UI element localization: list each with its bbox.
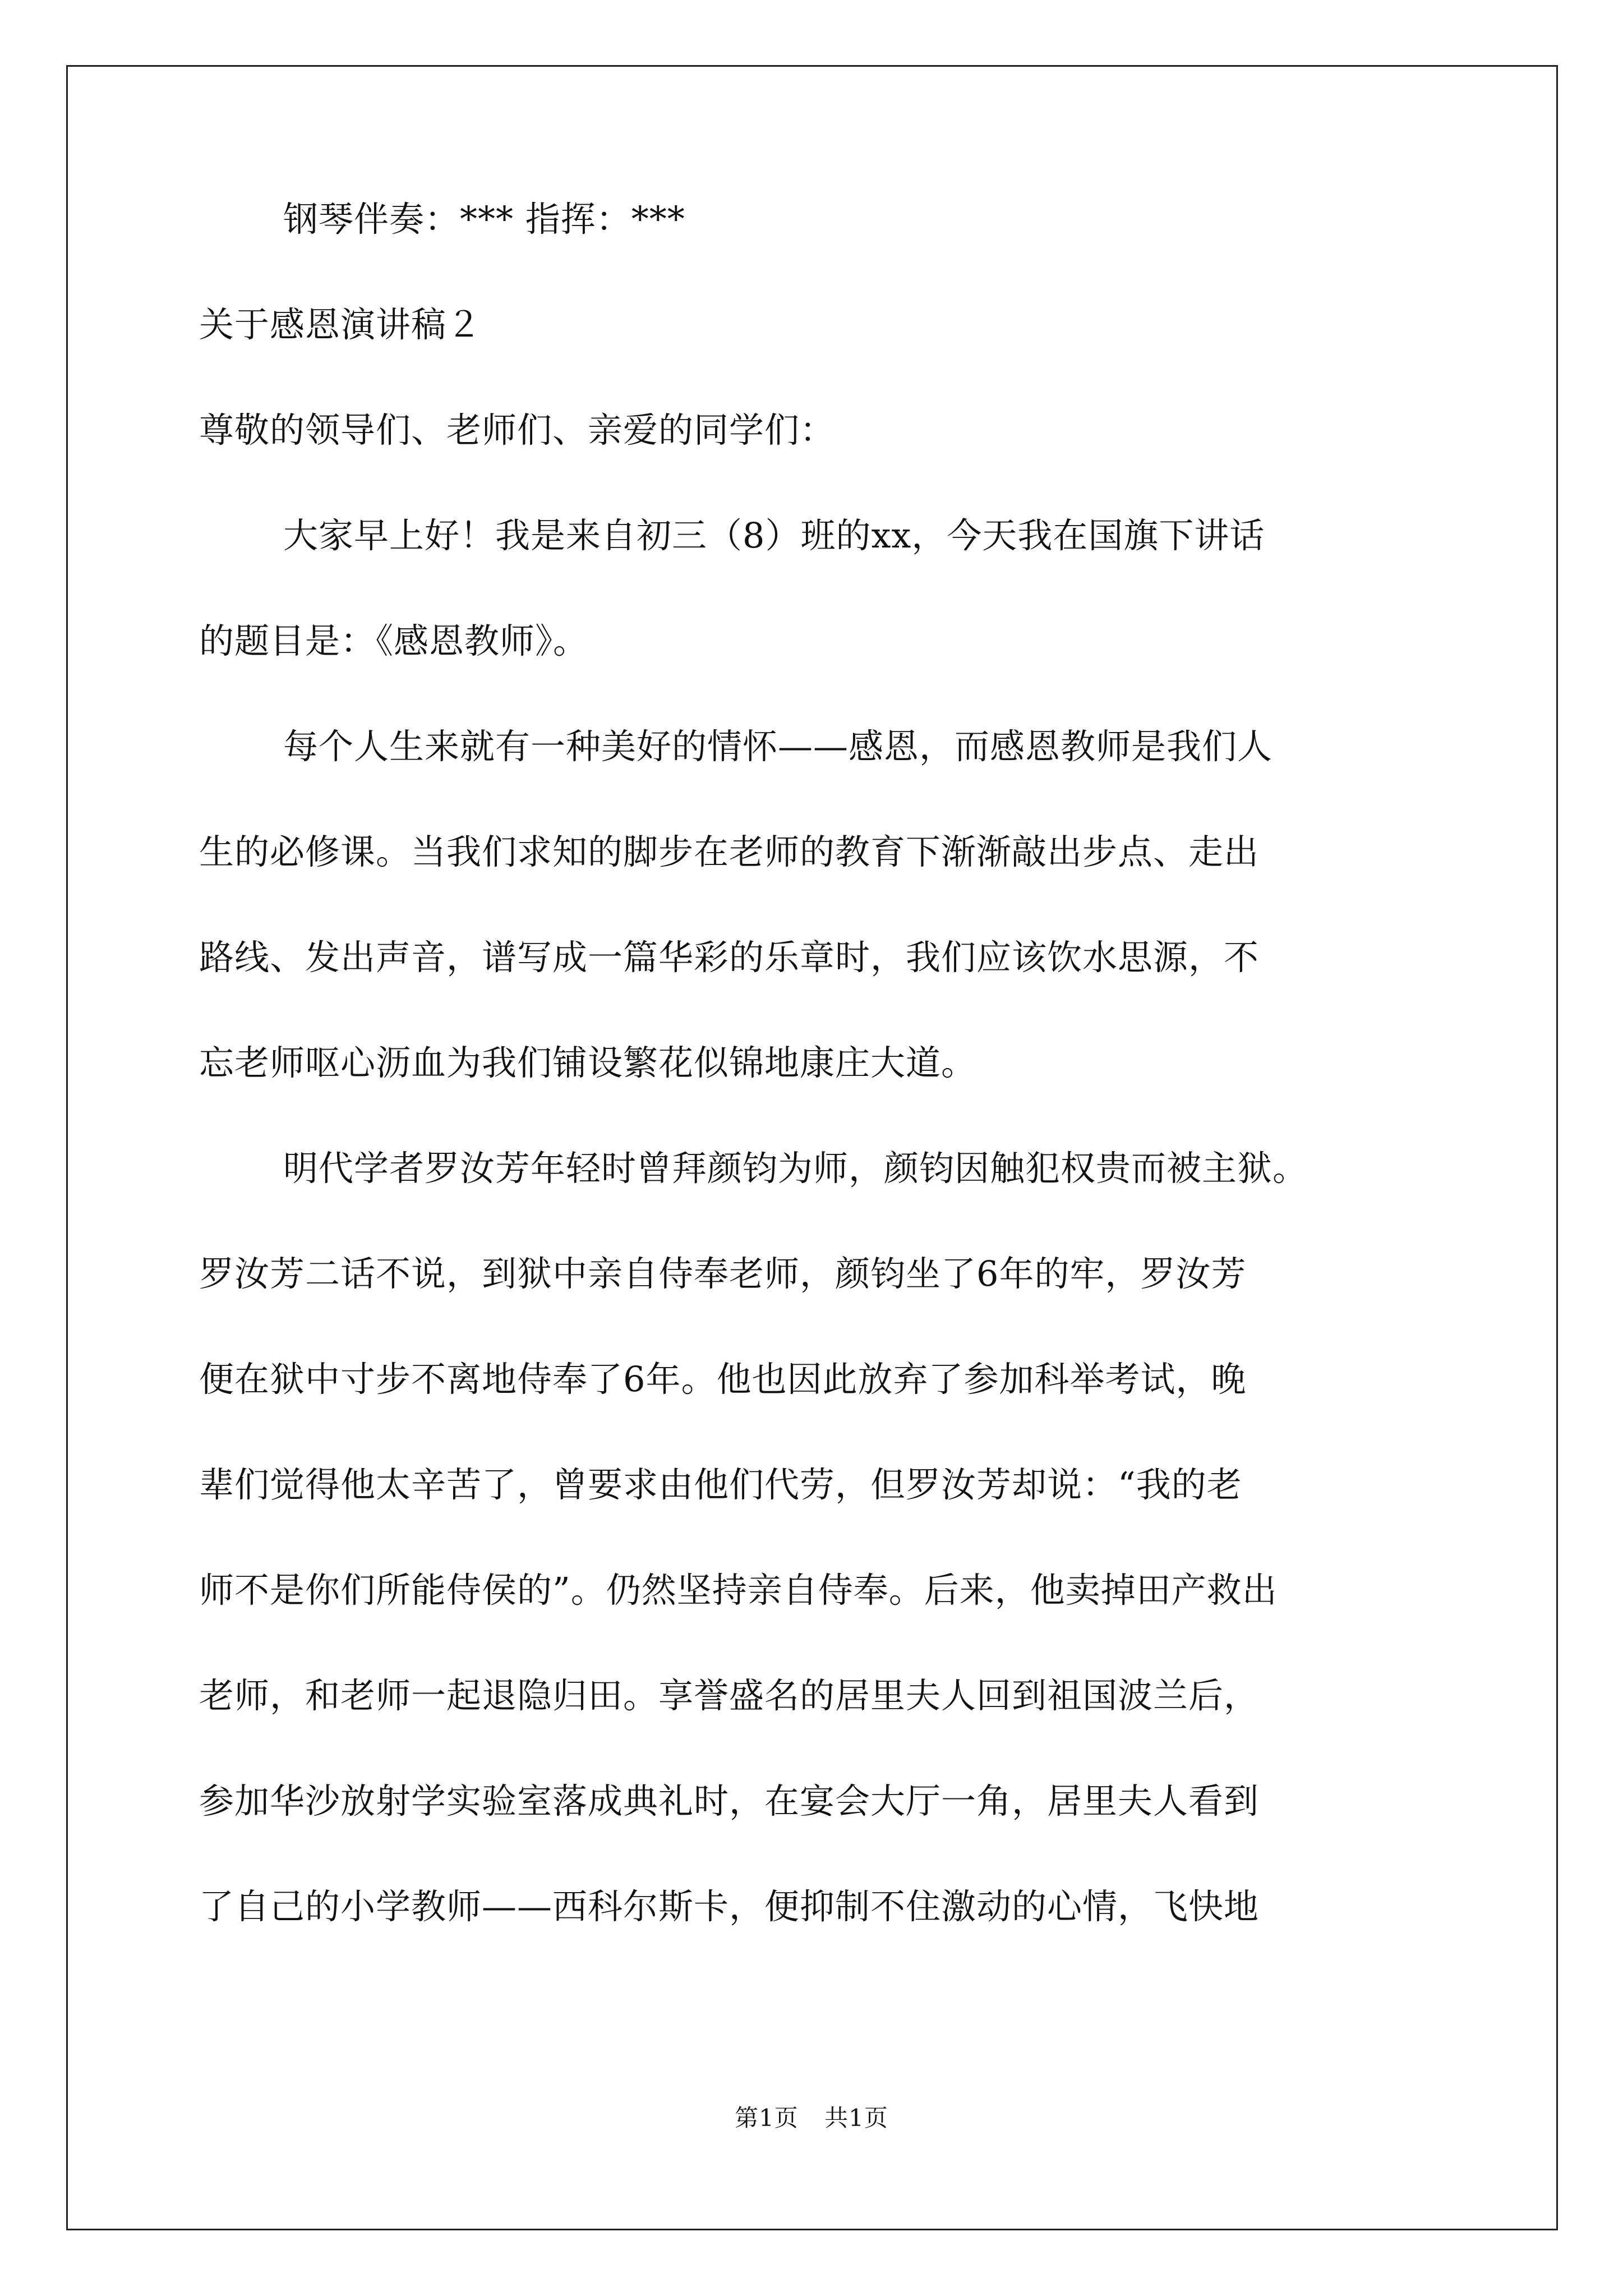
page-number: 第1页 — [735, 2104, 799, 2132]
text-line: 参加华沙放射学实验室落成典礼时，在宴会大厅一角，居里夫人看到 — [199, 1780, 1260, 1821]
page-footer — [0, 2106, 1623, 2130]
text-line: 每个人生来就有一种美好的情怀——感恩，而感恩教师是我们人 — [283, 726, 1273, 767]
text-line: 生的必修课。当我们求知的脚步在老师的教育下渐渐敲出步点、走出 — [199, 831, 1260, 872]
text-line: 辈们觉得他太辛苦了，曾要求由他们代劳，但罗汝芳却说：“我的老 — [199, 1464, 1242, 1505]
text-line: 师不是你们所能侍侯的”。仍然坚持亲自侍奉。后来，他卖掉田产救出 — [199, 1570, 1278, 1611]
text-line: 明代学者罗汝芳年轻时曾拜颜钧为师，颜钧因触犯权贵而被主狱。 — [283, 1148, 1308, 1189]
text-line: 的题目是：《感恩教师》。 — [199, 620, 589, 661]
page-total: 共1页 — [824, 2104, 888, 2132]
text-line: 忘老师呕心沥血为我们铺设繁花似锦地康庄大道。 — [199, 1042, 977, 1083]
salutation: 尊敬的领导们、老师们、亲爱的同学们： — [199, 409, 836, 450]
text-line: 老师，和老师一起退隐归田。享誉盛名的居里夫人回到祖国波兰后， — [199, 1675, 1260, 1716]
text-line: 大家早上好！我是来自初三（8）班的xx，今天我在国旗下讲话 — [283, 515, 1265, 556]
text-line: 便在狱中寸步不离地侍奉了6年。他也因此放弃了参加科举考试，晚 — [199, 1359, 1247, 1400]
section-title: 关于感恩演讲稿２ — [199, 304, 482, 345]
document-body — [199, 199, 1438, 1927]
text-line: 罗汝芳二话不说，到狱中亲自侍奉老师，颜钧坐了6年的牢，罗汝芳 — [199, 1253, 1247, 1294]
text-line: 钢琴伴奏：*** 指挥：*** — [283, 199, 685, 240]
text-line: 路线、发出声音，谱写成一篇华彩的乐章时，我们应该饮水思源，不 — [199, 937, 1260, 978]
text-line: 了自己的小学教师——西科尔斯卡，便抑制不住激动的心情，飞快地 — [199, 1886, 1260, 1927]
